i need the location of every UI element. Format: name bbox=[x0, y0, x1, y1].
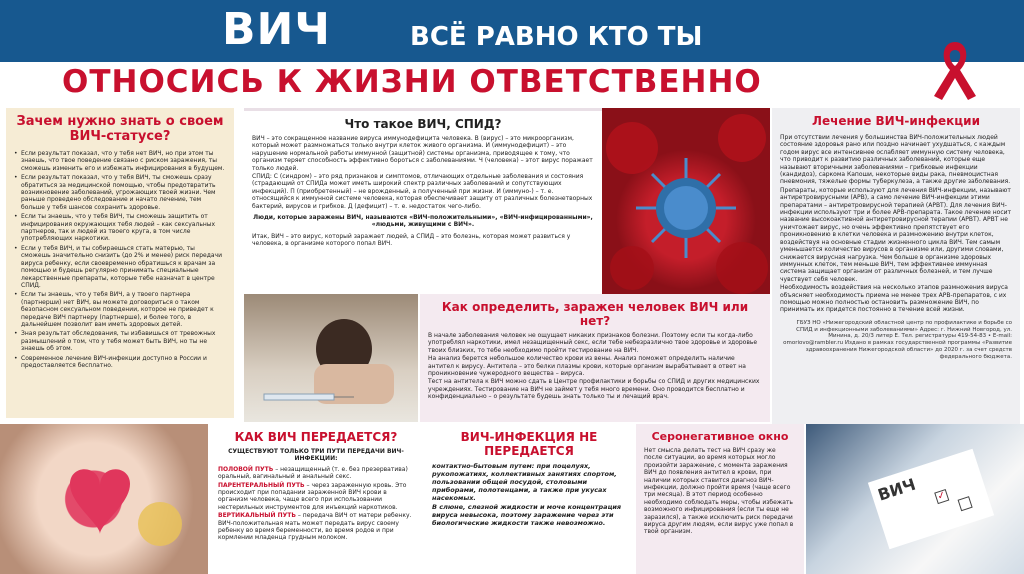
route-term: ПАРЕНТЕРАЛЬНЫЙ ПУТЬ bbox=[218, 481, 305, 489]
not-transmitted-panel bbox=[424, 424, 634, 574]
route-term: ПОЛОВОЙ ПУТЬ bbox=[218, 465, 274, 473]
list-item: • Зная результат обследования, ты избавишься от тревожных размышлений о том, что у тебя может быть ВИЧ, но ты не знаешь об этом. bbox=[14, 330, 226, 352]
not-transmitted-text: контактно-бытовым путем: при поцелуях, рукопожатиях, коллективных занятиях спортом, пользовании общей посудой, столовыми приборами, полотенцами, а также при укусах насекомых. bbox=[432, 462, 617, 502]
transmission-route bbox=[218, 466, 414, 481]
seronegative-window-text: Нет смысла делать тест на ВИЧ сразу же после ситуации, во время которых могло произойти заражение, с момента заражения ВИЧ до появления антител в крови, при наличии которых ставится диагноз ВИЧ-инфекции, должно пройти время (чаще всего три месяца). В этот период особенно необходимо соблюдать меры, чтобы избежать возможного инфицирования (если ты еще не заразился), а также исключить риск передачи вируса другим людям, если вирус уже попал в твой организм. bbox=[644, 447, 794, 536]
treatment-title: Лечение ВИЧ-инфекции bbox=[812, 114, 980, 128]
hiv-positive-highlight: Люди, которые заражены ВИЧ, называются «ВИЧ-положительными», «ВИЧ-инфицированными», «людьми, живущими с ВИЧ». bbox=[253, 214, 593, 229]
what-is-hiv-summary: Итак, ВИЧ – это вирус, который заражает людей, а СПИД – это болезнь, которая может развиться у человека, в организме которого попал ВИЧ. bbox=[252, 232, 571, 248]
list-item: • Современное лечение ВИЧ-инфекции доступно в России и предоставляется бесплатно. bbox=[14, 355, 226, 370]
transmission-route bbox=[218, 512, 414, 542]
what-is-hiv-panel bbox=[244, 108, 602, 294]
route-term: ВЕРТИКАЛЬНЫЙ ПУТЬ bbox=[218, 512, 296, 520]
test-tube-label bbox=[868, 449, 994, 550]
treatment-panel bbox=[772, 108, 1020, 424]
route-text: – через зараженную кровь. Это происходит при попадании зараженной ВИЧ крови в организм человека, чаще всего при использовании нестерильных инструментов для инъекций наркотиков. bbox=[218, 481, 407, 511]
not-transmitted-title: ВИЧ-ИНФЕКЦИЯ НЕ ПЕРЕДАЕТСЯ bbox=[460, 430, 598, 458]
treatment-paragraph: Необходимость воздействия на несколько этапов размножения вируса объясняет необходимость приема не менее трех АРВ-препаратов, с их помощью можно полностью остановить размножение ВИЧ, по принимать их придется постоянно в течение всей жизни. bbox=[780, 284, 1008, 314]
virus-icon bbox=[602, 108, 770, 294]
transmission-title: КАК ВИЧ ПЕРЕДАЕТСЯ? bbox=[234, 430, 398, 444]
blood-test-photo bbox=[806, 424, 1024, 574]
transmission-route bbox=[218, 482, 414, 512]
sad-girl-photo bbox=[244, 294, 418, 422]
treatment-paragraph: При отсутствии лечения у большинства ВИЧ-положительных людей состояние здоровья рано или поздно начинает ухудшаться, с каждым годом вирус все интенсивнее ослабляет иммунную систему человека, что приводит к развитию различных заболеваний, которые еще называют вторичными заболеваниями – грибковые инфекции (кандидоз), саркома Капоши, некоторые виды рака, пневмоцистная пневмония, тяжелые формы туберкулеза, а также другие заболевания. bbox=[780, 134, 1011, 186]
poster-slogan: ОТНОСИСЬ К ЖИЗНИ ОТВЕТСТВЕННО bbox=[62, 64, 762, 100]
how-to-test-body bbox=[428, 332, 762, 401]
virus-illustration bbox=[602, 108, 770, 294]
what-is-hiv-body bbox=[252, 135, 594, 248]
checkbox-icon: ✓ bbox=[934, 489, 949, 504]
what-is-hiv-title: Что такое ВИЧ, СПИД? bbox=[344, 117, 502, 131]
not-transmitted-text: В слюне, слезной жидкости и моче концентрация вируса невысока, поэтому заражение через эти биологические жидкости также невозможно. bbox=[432, 503, 622, 527]
list-item: • Если ты знаешь, что у тебя ВИЧ, а у твоего партнера (партнерши) нет ВИЧ, вы можете договориться о таком безопасном сексуальном поведении, которое не приведет к передаче ВИЧ партнеру (партнерше), и более того, в дальнейшем позволит вам иметь здоровых детей. bbox=[14, 291, 226, 328]
why-know-status-list bbox=[14, 150, 226, 369]
list-item: • Если у тебя ВИЧ, и ты собираешься стать матерью, ты сможешь значительно снизить (до 2% и менее) риск передачи вируса ребенку, если своевременно обратишься к врачам за помощью и будешь регулярно принимать специальные лекарственные препараты, которые тебе назначат в центре СПИД. bbox=[14, 245, 226, 289]
route-text: – незащищенный (т. е. без презерватива) оральный, вагинальный и анальный секс. bbox=[218, 465, 408, 481]
seronegative-window-title: Серонегативное окно bbox=[651, 430, 789, 443]
how-to-test-panel bbox=[420, 294, 770, 422]
heart-icon bbox=[0, 424, 208, 574]
how-to-test-paragraph: Тест на антитела к ВИЧ можно сдать в Центре профилактики и борьбы со СПИД и других медицинских учреждениях. Тестирование на ВИЧ не займет у тебя много времени. Оно проводится бесплатно и конфиденциально – о результате будешь знать только ты и лечащий врач. bbox=[428, 378, 760, 401]
how-to-test-paragraph: В начале заболевания человек не ощущает никаких признаков болезни. Поэтому если ты когда-либо употреблял наркотики, имел незащищенный секс, если тебе небезразлично твое здоровье и здоровье твоих близких, то тебе необходимо пройти тестирование на ВИЧ. bbox=[428, 332, 758, 354]
what-is-aids-paragraph: СПИД: С (синдром) – это ряд признаков и симптомов, отличающих отдельные заболевания и состояния (страдающий от СПИДа может иметь широкий спектр различных заболеваний и сопутствующих инфекций). П (приобретенный) – не врожденный, а полученный при жизни. И (иммуно-) – т. е. относящийся к иммунной системе человека, которая обеспечивает защиту от различных болезнетворных бактерий, вирусов и грибков. Д (дефицит) – т. е. недостаток чего-либо. bbox=[252, 173, 593, 210]
why-know-status-panel bbox=[6, 108, 234, 418]
transmission-subtitle: СУЩЕСТВУЮТ ТОЛЬКО ТРИ ПУТИ ПЕРЕДАЧИ ВИЧ-ИНФЕКЦИИ: bbox=[228, 448, 404, 463]
treatment-body bbox=[780, 134, 1012, 314]
header-banner bbox=[0, 0, 1024, 106]
poster-subtitle: ВСЁ РАВНО КТО ТЫ bbox=[410, 22, 703, 52]
what-is-hiv-paragraph: ВИЧ – это сокращенное название вируса иммунодефицита человека. В (вирус) – это микроорганизм, который может размножаться только внутри клеток живого организма. И (иммунодефицит) – это нарушение нормальной работы иммунной (защитной) системы организма, приводящее к тому, что организм теряет способность эффективно бороться с заболеваниями. Ч (человека) – этот вирус поражает только людей. bbox=[252, 135, 593, 172]
red-ribbon-icon bbox=[920, 34, 990, 104]
transmission-body bbox=[218, 448, 414, 542]
checkbox-icon bbox=[958, 496, 973, 511]
poster-title: ВИЧ bbox=[222, 4, 331, 55]
list-item: • Если результат показал, что у тебя ВИЧ, ты сможешь сразу обратиться за медицинской помощью, чтобы предотвратить возникновение заболеваний, угрожающих твоей жизни. Чем раньше проведено обследование и начато лечение, тем больше у тебя шансов сохранить здоровье. bbox=[14, 174, 226, 211]
list-item: • Если результат показал, что у тебя нет ВИЧ, но при этом ты знаешь, что твое поведение связано с риском заражения, ты сможешь изменить его и избежать инфицирования в будущем. bbox=[14, 150, 226, 172]
list-item: • Если ты знаешь, что у тебя ВИЧ, ты сможешь защитить от инфицирования окружающих тебя людей – как сексуальных партнеров, так и людей из твоего круга, в том числе употребляющих наркотики. bbox=[14, 213, 226, 243]
treatment-paragraph: Препараты, которые используют для лечения ВИЧ-инфекции, называют антиретровирусными (АРВ), а само лечение ВИЧ-инфекции этими препаратами – антиретровирусной терапией (АРВТ). Для лечения ВИЧ-инфекции используют три и более АРВ-препарата. Такое лечение носит название высокоактивной антиретровирусной терапии (АРВТ). АРВТ не уничтожает вирус, но очень эффективно препятствует его проникновению в клетки человека и размножению внутри клеток, воздействуя на основные стадии жизненного цикла ВИЧ. Тем самым уменьшается количество вирусов в организме или, другими словами, снижается вирусная нагрузка. Чем больше в организме здоровых иммунных клеток, тем меньше ВИЧ, тем эффективнее иммунная система защищает организм от различных болезней, и тем лучше чувствует себя человек. bbox=[780, 186, 1012, 283]
transmission-panel bbox=[210, 424, 422, 574]
route-text: – передача ВИЧ от матери ребенку. ВИЧ-положительная мать может передать вирус своему ребенку во время беременности, во время родов и при кормлении младенца грудным молоком. bbox=[218, 512, 412, 542]
not-transmitted-body bbox=[432, 462, 626, 527]
hands-heart-photo bbox=[0, 424, 208, 574]
how-to-test-paragraph: На анализ берется небольшое количество крови из вены. Анализ поможет определить наличие антител к вирусу. Антитела – это белки плазмы крови, которые организм вырабатывает в ответ на проникновение чужеродного вещества – вируса. bbox=[428, 355, 746, 378]
syringe-icon bbox=[244, 294, 418, 422]
test-tube-label-text: ВИЧ bbox=[875, 474, 918, 505]
why-know-status-title: Зачем нужно знать о своем ВИЧ-статусе? bbox=[16, 114, 224, 144]
seronegative-window-panel bbox=[636, 424, 804, 574]
how-to-test-title: Как определить, заражен человек ВИЧ или нет? bbox=[441, 300, 749, 328]
publisher-info: ГБУЗ НО «Нижегородский областной центр по профилактике и борьбе со СПИД и инфекционными заболеваниями» Адрес: г. Нижний Новгород, ул. Минина, д. 20/3 литер Е. Тел. регистратуры 419-54-83 • E-mail: omoriovo@rambler.ru Издано в рамках государственной программы «Развитие здравоохранения Нижегородской области» до 2020 г. за счет средств федерального бюджета. bbox=[783, 319, 1012, 360]
